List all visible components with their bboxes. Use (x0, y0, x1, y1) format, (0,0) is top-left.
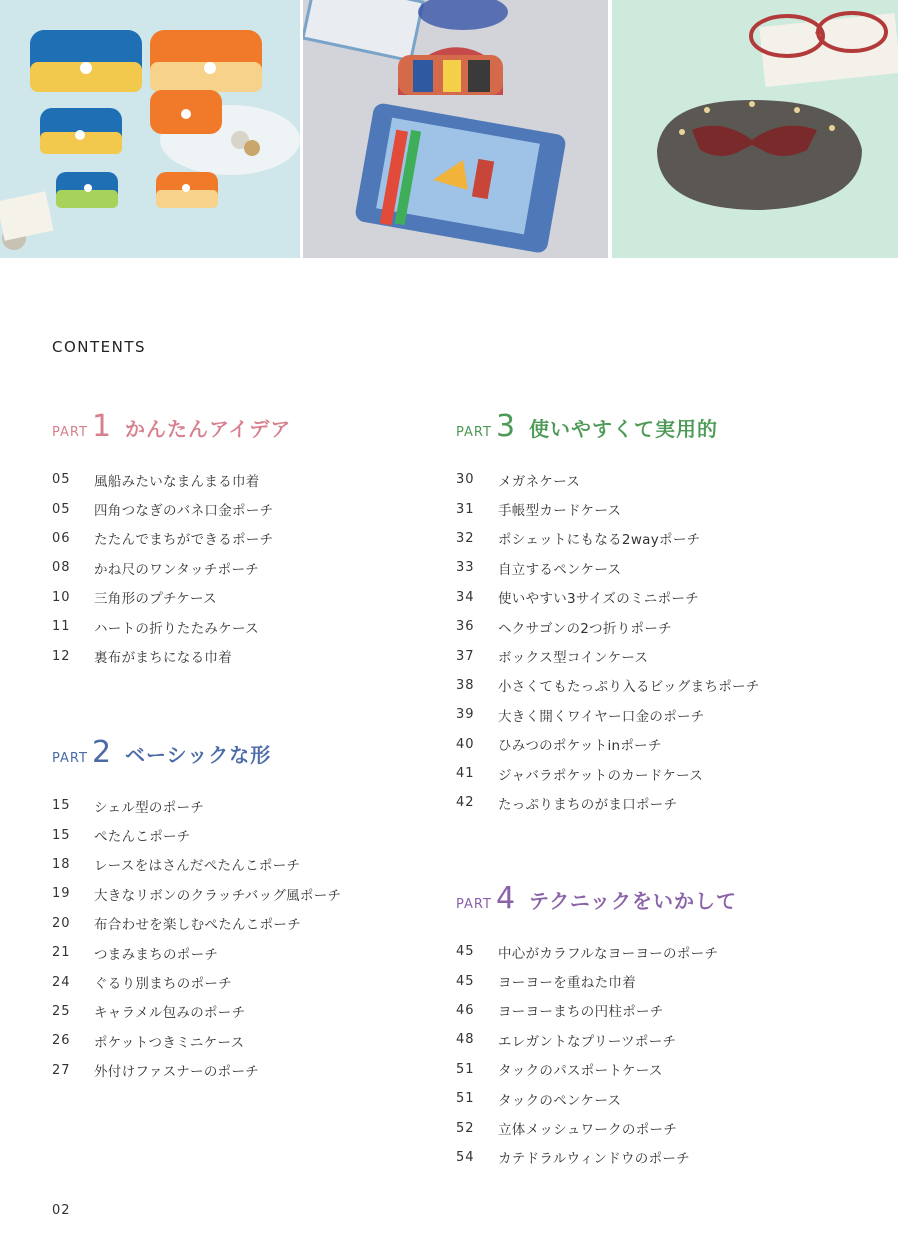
entry-title: たっぷりまちのがま口ポーチ (498, 796, 678, 813)
entry-title: たたんでまちができるポーチ (94, 532, 274, 549)
page-folio: 02 (52, 1203, 71, 1218)
entry-title: ヘクサゴンの2つ折りポーチ (498, 620, 672, 637)
entry-title: ぐるり別まちのポーチ (94, 976, 232, 993)
page-number: 54 (456, 1149, 475, 1165)
page-number: 11 (52, 619, 71, 635)
page-number: 27 (52, 1062, 71, 1078)
contents-entry[interactable] (52, 879, 341, 908)
page-number: 19 (52, 886, 71, 902)
page-number: 08 (52, 560, 71, 576)
page-number: 05 (52, 472, 71, 488)
page-number: 41 (456, 766, 475, 782)
page-number: 51 (456, 1091, 475, 1107)
contents-entry[interactable] (456, 996, 737, 1025)
entry-title: キャラメル包みのポーチ (94, 1005, 246, 1022)
page-number: 37 (456, 648, 475, 664)
contents-entry[interactable] (456, 524, 760, 553)
part-title: 使いやすくて実用的 (529, 417, 719, 441)
page-number: 38 (456, 677, 475, 693)
contents-entry[interactable] (456, 494, 760, 523)
photo-strip (0, 0, 898, 258)
photo-coin-purses (0, 0, 300, 258)
entry-title: 小さくてもたっぷり入るビッグまちポーチ (498, 679, 760, 696)
item-list (52, 791, 341, 1085)
page-number: 20 (52, 915, 71, 931)
contents-entry[interactable] (52, 553, 291, 582)
contents-entry[interactable] (52, 938, 341, 967)
entry-title: カテドラルウィンドウのポーチ (498, 1151, 690, 1168)
part-number: 4 (495, 881, 516, 916)
part-heading (52, 735, 341, 778)
contents-heading: CONTENTS (52, 338, 147, 356)
page-number: 15 (52, 798, 71, 814)
part-label: PART (456, 897, 492, 912)
entry-title: 四角つなぎのバネ口金ポーチ (94, 503, 274, 520)
page-number: 48 (456, 1032, 475, 1048)
photo-glasses-case (612, 0, 898, 258)
part-3-section (456, 409, 760, 818)
part-4-section (456, 881, 738, 1172)
page-number: 25 (52, 1003, 71, 1019)
entry-title: ヨーヨーを重ねた巾着 (498, 975, 636, 992)
page-number: 18 (52, 856, 71, 872)
page-number: 24 (52, 974, 71, 990)
page-number: 51 (456, 1061, 475, 1077)
entry-title: シェル型のポーチ (94, 799, 205, 816)
entry-title: 外付けファスナーのポーチ (94, 1064, 260, 1081)
entry-title: ジャバラポケットのカードケース (498, 767, 704, 784)
entry-title: 立体メッシュワークのポーチ (498, 1122, 678, 1139)
contents-entry[interactable] (456, 641, 760, 670)
entry-title: 手帳型カードケース (498, 503, 622, 520)
contents-entry[interactable] (52, 494, 291, 523)
page-number: 10 (52, 589, 71, 605)
part-heading (52, 409, 292, 452)
part-heading (456, 409, 760, 452)
entry-title: タックのパスポートケース (498, 1063, 663, 1080)
page-number: 31 (456, 501, 475, 517)
page-number: 52 (456, 1120, 475, 1136)
page-number: 26 (52, 1033, 71, 1049)
page-number: 21 (52, 945, 71, 961)
contents-entry[interactable] (52, 820, 341, 849)
contents-entry[interactable] (456, 671, 760, 700)
part-number: 2 (91, 735, 112, 770)
entry-title: つまみまちのポーチ (94, 946, 219, 963)
contents-entry[interactable] (52, 909, 341, 938)
contents-entry[interactable] (456, 759, 760, 788)
contents-entry[interactable] (52, 641, 291, 670)
item-list (456, 465, 760, 818)
page-number: 06 (52, 530, 71, 546)
page-number: 15 (52, 827, 71, 843)
entry-title: ぺたんこポーチ (94, 829, 191, 846)
entry-title: かね尺のワンタッチポーチ (94, 561, 260, 578)
page-number: 12 (52, 648, 71, 664)
contents-entry[interactable] (52, 524, 291, 553)
contents-entry[interactable] (456, 788, 760, 817)
entry-title: ハートの折りたたみケース (94, 620, 259, 637)
contents-entry[interactable] (456, 730, 760, 759)
contents-entry[interactable] (456, 937, 737, 966)
entry-title: ボックス型コインケース (498, 650, 649, 667)
page-number: 45 (456, 944, 475, 960)
part-1-section (52, 409, 292, 671)
entry-title: レースをはさんだぺたんこポーチ (94, 858, 301, 875)
contents-entry[interactable] (456, 1113, 737, 1142)
entry-title: ポケットつきミニケース (94, 1034, 245, 1051)
entry-title: エレガントなプリーツポーチ (498, 1033, 677, 1050)
entry-title: 大きく開くワイヤー口金のポーチ (498, 708, 705, 725)
contents-entry[interactable] (456, 553, 760, 582)
part-label: PART (456, 425, 492, 440)
part-title: テクニックをいかして (529, 889, 738, 913)
entry-title: 大きなリボンのクラッチバッグ風ポーチ (94, 887, 342, 904)
page-number: 46 (456, 1002, 475, 1018)
contents-entry[interactable] (456, 465, 760, 494)
contents-entry[interactable] (52, 583, 291, 612)
page-number: 32 (456, 530, 475, 546)
contents-entry[interactable] (456, 700, 760, 729)
part-heading (456, 881, 738, 924)
part-number: 1 (91, 409, 112, 444)
page-number: 39 (456, 707, 475, 723)
part-label: PART (52, 425, 88, 440)
item-list (52, 465, 291, 671)
contents-entry[interactable] (456, 1143, 737, 1172)
entry-title: タックのペンケース (498, 1092, 622, 1109)
contents-entry[interactable] (52, 612, 291, 641)
contents-entry[interactable] (52, 850, 341, 879)
part-title: ベーシックな形 (125, 743, 272, 767)
page-number: 30 (456, 472, 475, 488)
contents-entry[interactable] (52, 465, 291, 494)
entry-title: メガネケース (498, 473, 581, 490)
entry-title: ヨーヨーまちの円柱ポーチ (498, 1004, 664, 1021)
part-number: 3 (495, 409, 516, 444)
contents-entry[interactable] (456, 1084, 737, 1113)
page-number: 34 (456, 589, 475, 605)
page-number: 33 (456, 560, 475, 576)
page-number: 40 (456, 736, 475, 752)
contents-entry[interactable] (52, 967, 341, 996)
contents-entry[interactable] (52, 791, 341, 820)
entry-title: ひみつのポケットinポーチ (498, 738, 662, 755)
entry-title: 裏布がまちになる巾着 (94, 650, 232, 667)
part-title: かんたんアイデア (125, 417, 292, 441)
entry-title: 使いやすい3サイズのミニポーチ (498, 591, 700, 608)
contents-entry[interactable] (456, 583, 760, 612)
page-number: 42 (456, 795, 475, 811)
photo-patchwork-pouches (303, 0, 608, 258)
contents-entry[interactable] (456, 612, 760, 641)
entry-title: 自立するペンケース (498, 561, 622, 578)
contents-entry[interactable] (52, 1026, 341, 1055)
part-label: PART (52, 751, 88, 766)
entry-title: ポシェットにもなる2wayポーチ (498, 532, 701, 549)
entry-title: 中心がカラフルなヨーヨーのポーチ (498, 945, 719, 962)
contents-entry[interactable] (52, 1056, 341, 1085)
page-number: 45 (456, 973, 475, 989)
entry-title: 布合わせを楽しむぺたんこポーチ (94, 917, 301, 934)
page-number: 36 (456, 619, 475, 635)
contents-entry[interactable] (52, 997, 341, 1026)
contents-entry[interactable] (456, 1055, 737, 1084)
entry-title: 風船みたいなまんまる巾着 (94, 473, 260, 490)
page-number: 05 (52, 501, 71, 517)
contents-entry[interactable] (456, 1025, 737, 1054)
item-list (456, 937, 737, 1172)
entry-title: 三角形のプチケース (94, 591, 217, 608)
part-2-section (52, 735, 342, 1085)
contents-entry[interactable] (456, 966, 737, 995)
